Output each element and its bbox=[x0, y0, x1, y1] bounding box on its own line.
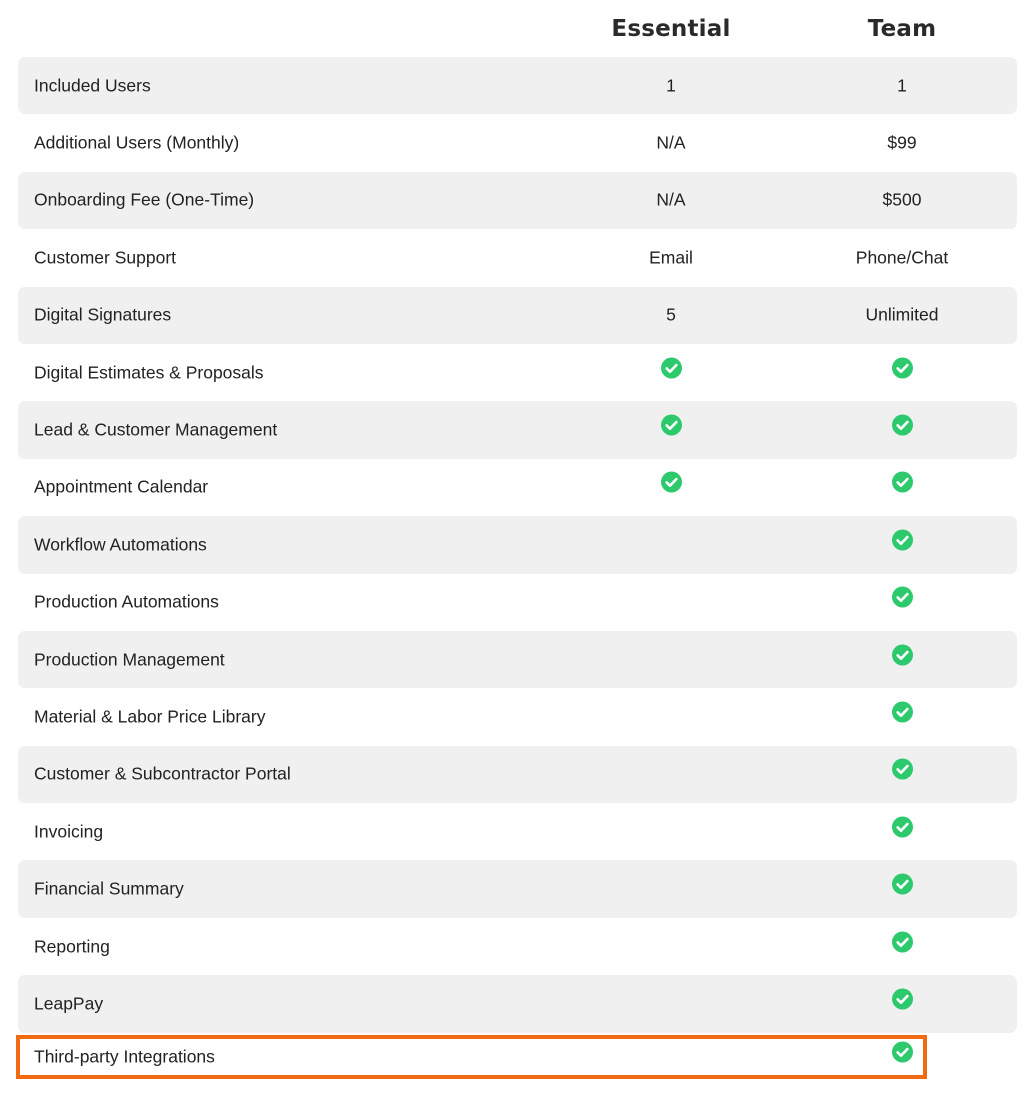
team-value bbox=[802, 764, 1002, 785]
team-value bbox=[802, 879, 1002, 900]
check-icon bbox=[892, 587, 913, 608]
feature-label: Financial Summary bbox=[34, 878, 184, 899]
table-row bbox=[18, 803, 1017, 860]
table-row-highlighted bbox=[18, 1037, 925, 1077]
feature-comparison-table bbox=[18, 57, 1017, 1094]
essential-value: 1 bbox=[666, 75, 676, 96]
team-value bbox=[802, 477, 1002, 498]
table-row bbox=[18, 975, 1017, 1032]
check-icon bbox=[661, 472, 682, 493]
team-value bbox=[802, 592, 1002, 613]
team-value bbox=[802, 420, 1002, 441]
team-value bbox=[802, 936, 1002, 957]
essential-value bbox=[571, 420, 771, 441]
essential-value bbox=[571, 477, 771, 498]
feature-label: Digital Signatures bbox=[34, 304, 172, 325]
feature-label: Customer Support bbox=[34, 247, 177, 268]
feature-label: Production Automations bbox=[34, 591, 219, 612]
team-value bbox=[802, 362, 1002, 383]
check-icon bbox=[892, 701, 913, 722]
table-row bbox=[18, 516, 1017, 573]
essential-value: N/A bbox=[656, 132, 686, 153]
check-icon bbox=[892, 644, 913, 665]
plan-header bbox=[0, 0, 1025, 57]
check-icon bbox=[892, 816, 913, 837]
feature-label: Digital Estimates & Proposals bbox=[34, 362, 264, 383]
table-row bbox=[18, 229, 1017, 286]
feature-label: Third-party Integrations bbox=[34, 1046, 215, 1067]
essential-value: Email bbox=[649, 247, 693, 268]
feature-label: Production Management bbox=[34, 649, 225, 670]
check-icon bbox=[892, 357, 913, 378]
table-row bbox=[18, 746, 1017, 803]
feature-label: Lead & Customer Management bbox=[34, 419, 278, 440]
feature-label: Included Users bbox=[34, 75, 151, 96]
check-icon bbox=[661, 415, 682, 436]
table-row bbox=[18, 401, 1017, 458]
feature-label: Invoicing bbox=[34, 821, 104, 842]
feature-label: Reporting bbox=[34, 936, 110, 957]
feature-label: Onboarding Fee (One-Time) bbox=[34, 189, 255, 210]
team-value bbox=[802, 649, 1002, 670]
feature-label: Workflow Automations bbox=[34, 534, 207, 555]
table-row bbox=[18, 114, 1017, 171]
feature-label: Customer & Subcontractor Portal bbox=[34, 763, 291, 784]
team-value bbox=[802, 534, 1002, 555]
check-icon bbox=[892, 529, 913, 550]
table-row bbox=[18, 631, 1017, 688]
feature-label: LeapPay bbox=[34, 993, 104, 1014]
team-value bbox=[802, 821, 1002, 842]
table-row bbox=[18, 918, 1017, 975]
team-value bbox=[802, 706, 1002, 727]
check-icon bbox=[892, 415, 913, 436]
highlighted-row-wrapper bbox=[18, 1037, 1017, 1094]
table-row bbox=[18, 172, 1017, 229]
table-row bbox=[18, 344, 1017, 401]
check-icon bbox=[892, 988, 913, 1009]
column-header-team: Team bbox=[867, 16, 937, 42]
team-value: $500 bbox=[882, 189, 922, 210]
table-row bbox=[18, 459, 1017, 516]
team-value bbox=[802, 993, 1002, 1014]
team-value bbox=[802, 1046, 1002, 1067]
check-icon bbox=[892, 931, 913, 952]
essential-value: N/A bbox=[656, 189, 686, 210]
essential-value: 5 bbox=[666, 304, 676, 325]
team-value: $99 bbox=[887, 132, 917, 153]
check-icon bbox=[892, 874, 913, 895]
feature-label: Additional Users (Monthly) bbox=[34, 132, 240, 153]
team-value: Unlimited bbox=[865, 304, 939, 325]
table-row bbox=[18, 57, 1017, 114]
table-row bbox=[18, 688, 1017, 745]
table-row bbox=[18, 574, 1017, 631]
feature-label: Material & Labor Price Library bbox=[34, 706, 266, 727]
team-value: 1 bbox=[897, 75, 907, 96]
essential-value bbox=[571, 362, 771, 383]
check-icon bbox=[892, 759, 913, 780]
table-row bbox=[18, 860, 1017, 917]
check-icon bbox=[892, 472, 913, 493]
team-value: Phone/Chat bbox=[855, 247, 949, 268]
check-icon bbox=[892, 1041, 913, 1062]
check-icon bbox=[661, 357, 682, 378]
feature-label: Appointment Calendar bbox=[34, 476, 209, 497]
table-row bbox=[18, 287, 1017, 344]
column-header-essential: Essential bbox=[611, 16, 731, 42]
